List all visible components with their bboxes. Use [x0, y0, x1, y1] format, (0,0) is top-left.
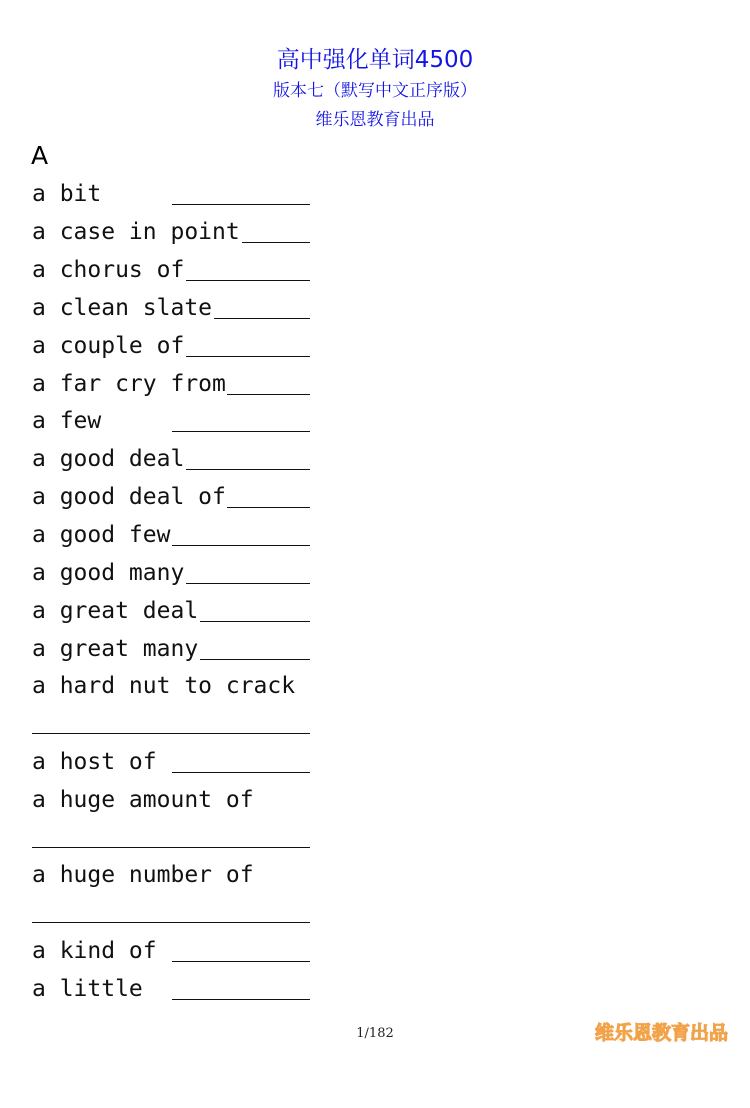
vocab-phrase: a great deal [32, 598, 199, 624]
vocab-phrase: a huge number of [32, 862, 254, 888]
section-heading: A [31, 141, 49, 170]
vocab-phrase: a bit [32, 181, 102, 207]
answer-blank [172, 961, 310, 962]
vocab-phrase: a good deal [32, 446, 185, 472]
vocab-phrase: a huge amount of [32, 787, 254, 813]
answer-blank [227, 394, 310, 395]
answer-blank [186, 356, 310, 357]
vocab-phrase: a good deal of [32, 484, 226, 510]
vocab-row [32, 253, 310, 287]
vocab-phrase: a host of [32, 749, 157, 775]
answer-blank [172, 999, 310, 1000]
publisher-line: 维乐恩教育出品 [315, 110, 435, 130]
vocab-row [32, 632, 310, 666]
vocab-phrase: a good many [32, 560, 185, 586]
vocab-phrase: a kind of [32, 938, 157, 964]
vocab-phrase: a far cry from [32, 371, 226, 397]
vocab-phrase: a good few [32, 522, 171, 548]
vocab-row [32, 329, 310, 363]
vocab-row [32, 442, 310, 476]
document-title: 高中强化单词4500 [276, 47, 474, 73]
answer-blank [172, 204, 310, 205]
vocab-row [32, 291, 310, 325]
answer-blank [200, 621, 310, 622]
answer-blank [214, 318, 310, 319]
vocab-row [32, 480, 310, 514]
answer-blank [172, 545, 310, 546]
answer-blank [186, 583, 310, 584]
answer-blank [32, 733, 310, 734]
answer-blank [172, 431, 310, 432]
vocab-row [32, 404, 310, 438]
document-subtitle: 版本七（默写中文正序版） [273, 81, 477, 101]
vocab-phrase: a hard nut to crack [32, 673, 296, 699]
vocab-row [32, 556, 310, 590]
vocab-row [32, 594, 310, 628]
vocab-phrase: a case in point [32, 219, 240, 245]
vocab-row [32, 745, 310, 779]
vocab-phrase: a few [32, 408, 102, 434]
vocab-row [32, 518, 310, 552]
vocab-phrase: a great many [32, 636, 199, 662]
answer-blank [186, 280, 310, 281]
vocab-row [32, 858, 310, 892]
answer-blank [32, 922, 310, 923]
publisher-watermark: 维乐恩教育出品 [594, 1022, 728, 1044]
answer-blank [32, 847, 310, 848]
vocab-row [32, 934, 310, 968]
vocab-phrase: a couple of [32, 333, 185, 359]
vocab-phrase: a little [32, 976, 143, 1002]
answer-blank [200, 659, 310, 660]
vocab-row [32, 783, 310, 817]
vocab-row [32, 215, 310, 249]
vocab-row [32, 669, 310, 703]
vocab-phrase: a chorus of [32, 257, 185, 283]
page-number: 1/182 [356, 1026, 394, 1041]
vocab-phrase: a clean slate [32, 295, 213, 321]
answer-blank [172, 772, 310, 773]
vocab-row [32, 177, 310, 211]
vocab-row [32, 972, 310, 1006]
answer-blank [186, 469, 310, 470]
answer-blank [242, 242, 310, 243]
vocab-row [32, 367, 310, 401]
answer-blank [227, 507, 310, 508]
